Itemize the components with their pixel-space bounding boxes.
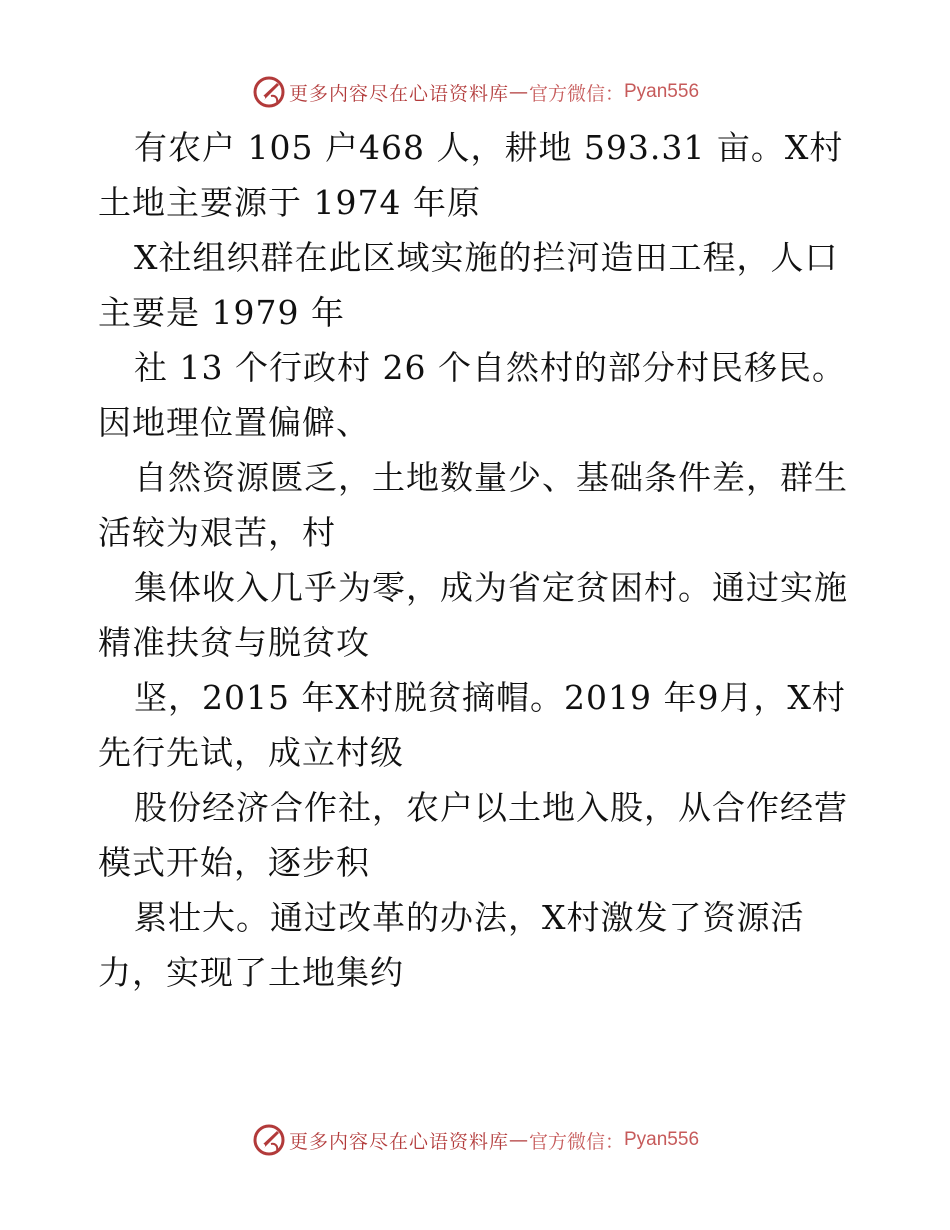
banner-wechat-id: Pyan556 (624, 1129, 700, 1150)
banner-separator: — (508, 81, 529, 103)
paragraph: X社组织群在此区域实施的拦河造田工程，人口 主要是 1979 年 (98, 238, 839, 332)
paragraph: 坚，2015 年X村脱贫摘帽。2019 年9月，X村 先行先试，成立村级 (98, 678, 846, 772)
banner-slogan: 更多内容尽在心语资料库 (288, 82, 509, 105)
banner-wechat-id: Pyan556 (624, 81, 700, 102)
paragraph: 股份经济合作社，农户以土地入股，从合作经营 模式开始，逐步积 (98, 788, 848, 882)
banner-wechat-label: 官方微信： (528, 82, 624, 105)
paragraph: 社 13 个行政村 26 个自然村的部分村民移民。 因地理位置偏僻、 (98, 348, 846, 442)
paragraph: 自然资源匮乏，土地数量少、基础条件差，群生 活较为艰苦，村 (98, 458, 848, 552)
footer-banner (0, 1120, 950, 1160)
banner-separator: — (508, 1129, 529, 1151)
document-body (98, 120, 868, 1000)
header-banner (0, 72, 950, 112)
banner-wechat-label: 官方微信： (528, 1130, 624, 1153)
paragraph: 集体收入几乎为零，成为省定贫困村。通过实施 精准扶贫与脱贫攻 (98, 568, 848, 662)
logo-icon (251, 74, 287, 110)
banner-slogan: 更多内容尽在心语资料库 (288, 1130, 509, 1153)
paragraph: 累壮大。通过改革的办法，X村激发了资源活 力，实现了土地集约 (98, 898, 805, 992)
paragraph: 有农户 105 户468 人，耕地 593.31 亩。X村 土地主要源于 1974 年原 (98, 128, 844, 222)
logo-icon (251, 1122, 287, 1158)
